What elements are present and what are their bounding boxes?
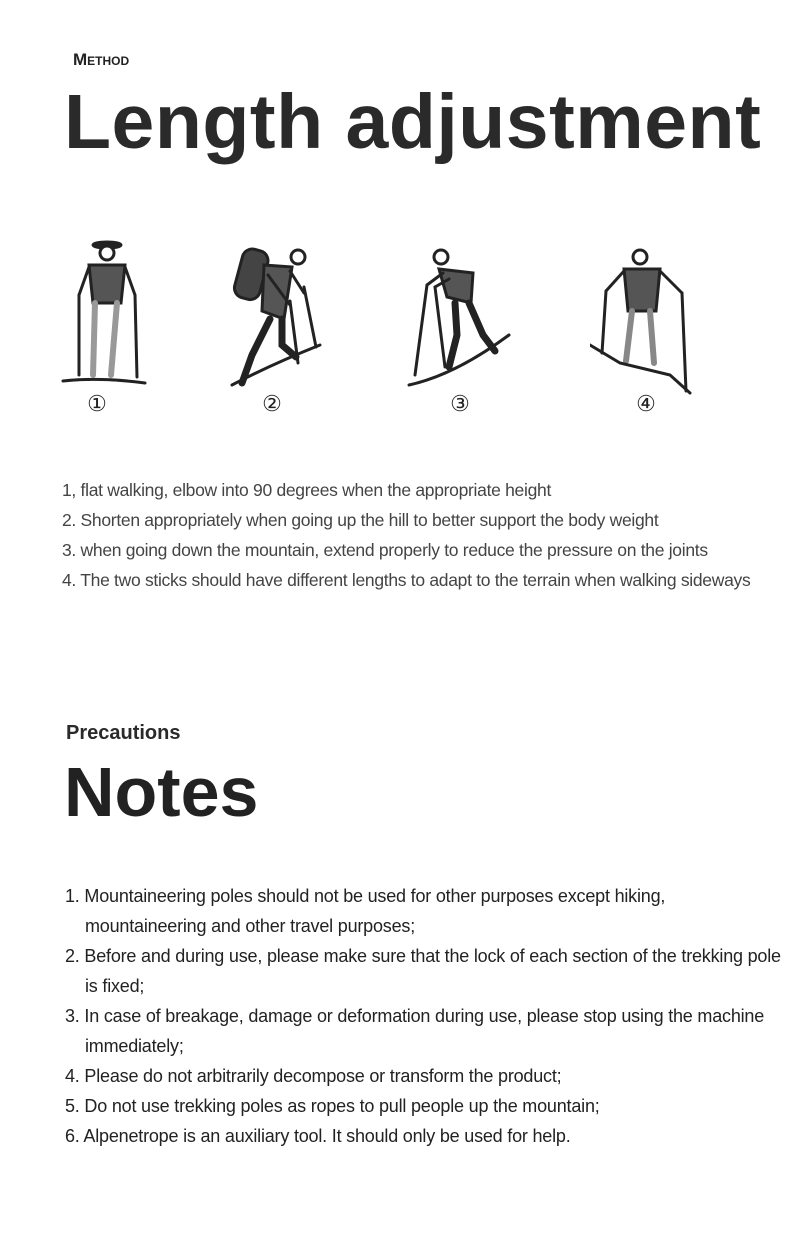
note-item: 4. Please do not arbitrarily decompose or transform the product; (65, 1066, 562, 1086)
step-item: 4. The two sticks should have different lengths to adapt to the terrain when walking sideways (62, 570, 751, 590)
figure-number: ② (262, 391, 282, 416)
notes-title: Notes (64, 753, 259, 831)
figure-number: ③ (450, 391, 470, 416)
method-kicker: Method (73, 50, 130, 69)
step-item: 1, flat walking, elbow into 90 degrees when the appropriate height (62, 480, 552, 500)
figure-flat-walking (45, 235, 155, 425)
hiker-uphill-icon (220, 235, 330, 425)
hiker-sideways-icon (590, 235, 700, 425)
step-item: 2. Shorten appropriately when going up the hill to better support the body weight (62, 510, 659, 530)
note-item: 2. Before and during use, please make sure that the lock of each section of the trekking pole is fixed; (65, 946, 781, 996)
note-item: 3. In case of breakage, damage or deformation during use, please stop using the machine immediately; (65, 1006, 765, 1056)
hiker-flat-icon (45, 235, 155, 425)
notes-list (65, 881, 785, 1151)
hiker-downhill-icon (405, 235, 515, 425)
precautions-kicker: Precautions (66, 722, 181, 744)
step-item: 3. when going down the mountain, extend properly to reduce the pressure on the joints (62, 540, 708, 560)
note-item: 5. Do not use trekking poles as ropes to pull people up the mountain; (65, 1096, 600, 1116)
note-item: 6. Alpenetrope is an auxiliary tool. It should only be used for help. (65, 1126, 571, 1146)
figure-number: ① (87, 391, 107, 416)
adjustment-steps-list (62, 475, 782, 595)
note-item: 1. Mountaineering poles should not be used for other purposes except hiking, mountaineering and other travel purposes; (65, 886, 666, 936)
figure-number: ④ (636, 391, 656, 416)
figure-uphill (220, 235, 330, 425)
length-adjustment-title: Length adjustment (64, 79, 762, 165)
figure-sideways (590, 235, 700, 425)
figure-downhill (405, 235, 515, 425)
